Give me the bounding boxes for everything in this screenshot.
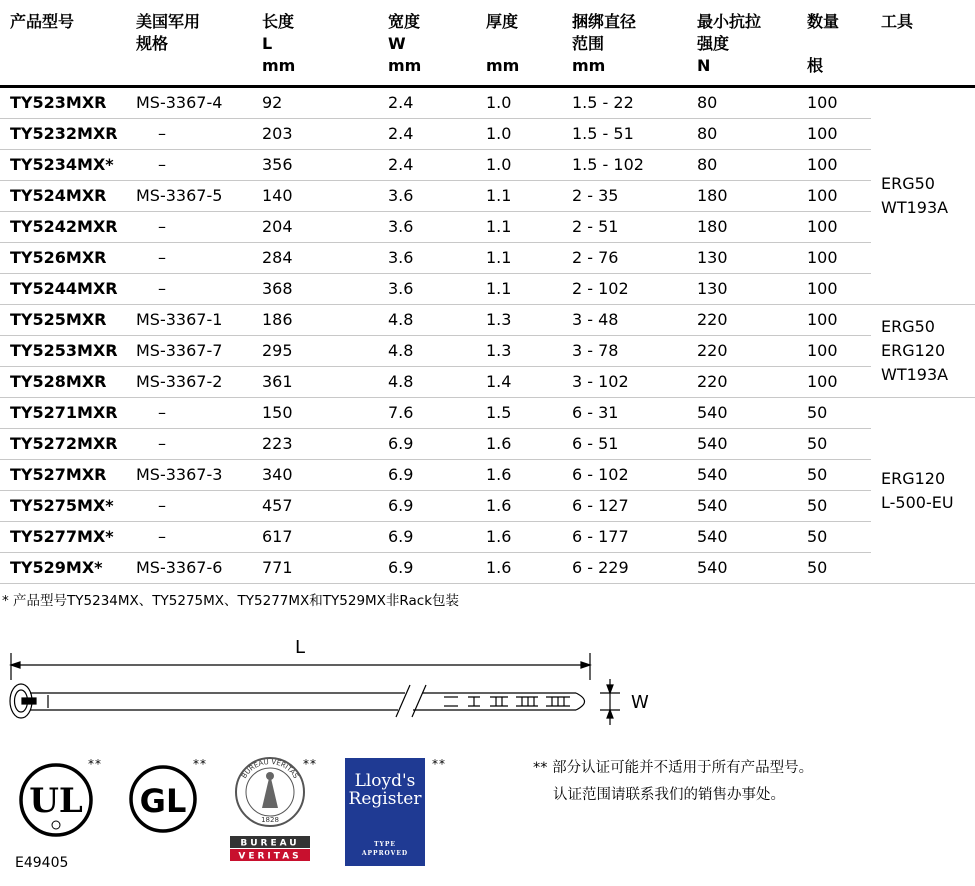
- cell-model: TY5275MX*: [0, 491, 126, 522]
- unit-model: [0, 55, 126, 87]
- cell-mil: –: [126, 522, 252, 553]
- tool-name: ERG120: [881, 468, 946, 488]
- cell-width: 6.9: [378, 553, 476, 584]
- cell-range: 2 - 102: [562, 274, 687, 305]
- cell-length: 150: [252, 398, 378, 429]
- table-row: [0, 87, 975, 119]
- header-model: 产品型号: [10, 12, 75, 31]
- cell-length: 204: [252, 212, 378, 243]
- cell-range: 2 - 76: [562, 243, 687, 274]
- cell-strength: 180: [687, 212, 797, 243]
- cell-strength: 540: [687, 522, 797, 553]
- cell-qty: 100: [797, 336, 871, 367]
- unit-tool: [871, 55, 975, 87]
- cell-length: 203: [252, 119, 378, 150]
- cell-range: 3 - 78: [562, 336, 687, 367]
- cell-mil: MS-3367-7: [126, 336, 252, 367]
- table-row: [0, 429, 975, 460]
- cell-model: TY5272MXR: [0, 429, 126, 460]
- cell-range: 6 - 102: [562, 460, 687, 491]
- cell-qty: 50: [797, 491, 871, 522]
- table-row: [0, 460, 975, 491]
- cell-model: TY526MXR: [0, 243, 126, 274]
- cell-range: 6 - 51: [562, 429, 687, 460]
- tool-name: ERG50: [881, 317, 935, 336]
- cell-width: 7.6: [378, 398, 476, 429]
- tool-name: ERG50: [881, 174, 935, 193]
- cell-strength: 180: [687, 181, 797, 212]
- cell-model: TY528MXR: [0, 367, 126, 398]
- cell-mil: –: [126, 429, 252, 460]
- table-row: [0, 181, 975, 212]
- cell-tool-group: [871, 398, 975, 584]
- table-row: [0, 119, 975, 150]
- cell-mil: –: [126, 274, 252, 305]
- cell-qty: 100: [797, 367, 871, 398]
- lloyds-line-1: Lloyd's: [354, 771, 416, 791]
- cell-tool-group: [871, 305, 975, 398]
- cell-thickness: 1.1: [476, 274, 562, 305]
- cell-mil: MS-3367-4: [126, 87, 252, 119]
- cell-length: 92: [252, 87, 378, 119]
- cell-thickness: 1.6: [476, 460, 562, 491]
- cell-model: TY524MXR: [0, 181, 126, 212]
- cell-mil: MS-3367-6: [126, 553, 252, 584]
- cell-thickness: 1.1: [476, 243, 562, 274]
- cell-width: 3.6: [378, 212, 476, 243]
- cell-qty: 50: [797, 522, 871, 553]
- cell-thickness: 1.6: [476, 522, 562, 553]
- unit-strength: N: [697, 56, 711, 75]
- gl-logo-text: GL: [139, 782, 187, 820]
- cell-strength: 540: [687, 491, 797, 522]
- cell-strength: 220: [687, 305, 797, 336]
- cell-model: TY5277MX*: [0, 522, 126, 553]
- cell-range: 6 - 127: [562, 491, 687, 522]
- table-row: [0, 491, 975, 522]
- cell-qty: 100: [797, 243, 871, 274]
- unit-range: mm: [572, 56, 606, 75]
- cell-qty: 50: [797, 460, 871, 491]
- tool-name: WT193A: [881, 365, 949, 384]
- ul-logo: [18, 762, 94, 838]
- cell-length: 771: [252, 553, 378, 584]
- cell-thickness: 1.0: [476, 119, 562, 150]
- cell-thickness: 1.6: [476, 429, 562, 460]
- ul-file-number: E49405: [15, 855, 69, 871]
- cell-qty: 100: [797, 212, 871, 243]
- tool-name: L-500-EU: [881, 492, 954, 512]
- gl-stars: **: [193, 757, 207, 771]
- cell-strength: 130: [687, 274, 797, 305]
- cell-range: 6 - 31: [562, 398, 687, 429]
- bv-label-2: VERITAS: [238, 851, 302, 862]
- unit-length: mm: [262, 56, 296, 75]
- cell-mil: –: [126, 491, 252, 522]
- cell-mil: –: [126, 150, 252, 181]
- cell-width: 3.6: [378, 243, 476, 274]
- cell-range: 6 - 177: [562, 522, 687, 553]
- cell-strength: 80: [687, 119, 797, 150]
- cell-model: TY5242MXR: [0, 212, 126, 243]
- cell-length: 295: [252, 336, 378, 367]
- cell-thickness: 1.4: [476, 367, 562, 398]
- cell-mil: MS-3367-5: [126, 181, 252, 212]
- cell-length: 340: [252, 460, 378, 491]
- cell-mil: –: [126, 119, 252, 150]
- header-length: 长度 L: [262, 12, 295, 53]
- cell-qty: 100: [797, 87, 871, 119]
- cell-width: 2.4: [378, 87, 476, 119]
- cell-width: 6.9: [378, 460, 476, 491]
- cell-qty: 100: [797, 274, 871, 305]
- unit-thickness: mm: [486, 56, 520, 75]
- header-row: [0, 2, 975, 55]
- unit-qty: 根: [807, 56, 824, 75]
- bv-stars: **: [303, 757, 317, 771]
- cell-width: 4.8: [378, 367, 476, 398]
- cell-width: 3.6: [378, 181, 476, 212]
- lloyds-stars: **: [432, 757, 446, 771]
- cell-range: 3 - 48: [562, 305, 687, 336]
- cell-qty: 50: [797, 553, 871, 584]
- cell-mil: MS-3367-2: [126, 367, 252, 398]
- cell-model: TY527MXR: [0, 460, 126, 491]
- lloyds-line-2: Register: [348, 789, 422, 809]
- cell-range: 1.5 - 102: [562, 150, 687, 181]
- cell-thickness: 1.6: [476, 553, 562, 584]
- footnote: * 产品型号TY5234MX、TY5275MX、TY5277MX和TY529MX非Rack包装: [2, 593, 460, 609]
- cell-length: 140: [252, 181, 378, 212]
- ul-logo-text: UL: [29, 781, 83, 821]
- bv-year: 1828: [261, 816, 279, 824]
- cell-length: 617: [252, 522, 378, 553]
- cell-model: TY5232MXR: [0, 119, 126, 150]
- cell-range: 2 - 51: [562, 212, 687, 243]
- cell-model: TY5253MXR: [0, 336, 126, 367]
- cell-strength: 80: [687, 150, 797, 181]
- cell-width: 6.9: [378, 522, 476, 553]
- unit-width: mm: [388, 56, 422, 75]
- cert-note-line-1: ** 部分认证可能并不适用于所有产品型号。: [533, 760, 814, 776]
- cell-length: 356: [252, 150, 378, 181]
- cell-thickness: 1.6: [476, 491, 562, 522]
- cell-model: TY523MXR: [0, 87, 126, 119]
- cell-qty: 50: [797, 398, 871, 429]
- cell-qty: 100: [797, 305, 871, 336]
- header-tool: 工具: [881, 12, 914, 31]
- cell-length: 186: [252, 305, 378, 336]
- unit-row: [0, 55, 975, 87]
- ul-stars: **: [88, 757, 102, 771]
- cell-width: 3.6: [378, 274, 476, 305]
- cell-thickness: 1.5: [476, 398, 562, 429]
- cell-width: 2.4: [378, 119, 476, 150]
- cell-length: 284: [252, 243, 378, 274]
- bv-label-1: BUREAU: [240, 838, 300, 849]
- cell-range: 6 - 229: [562, 553, 687, 584]
- spec-table: [0, 2, 975, 584]
- tool-name: WT193A: [881, 198, 949, 217]
- lloyds-approved: APPROVED: [361, 850, 409, 857]
- cell-length: 368: [252, 274, 378, 305]
- gl-logo: [128, 764, 198, 834]
- tool-name: ERG120: [881, 341, 946, 360]
- table-row: [0, 398, 975, 429]
- cell-thickness: 1.3: [476, 336, 562, 367]
- cell-width: 2.4: [378, 150, 476, 181]
- table-row: [0, 212, 975, 243]
- cell-strength: 540: [687, 460, 797, 491]
- cell-thickness: 1.0: [476, 150, 562, 181]
- cell-strength: 540: [687, 398, 797, 429]
- lloyds-type: TYPE: [374, 841, 396, 848]
- cell-width: 6.9: [378, 491, 476, 522]
- cert-note-line-2: 认证范围请联系我们的销售办事处。: [553, 787, 785, 803]
- header-thickness: 厚度: [486, 12, 519, 31]
- header-width: 宽度 W: [388, 12, 421, 53]
- cell-mil: –: [126, 243, 252, 274]
- cell-strength: 220: [687, 367, 797, 398]
- table-row: [0, 150, 975, 181]
- cell-length: 223: [252, 429, 378, 460]
- cell-mil: –: [126, 212, 252, 243]
- cell-range: 3 - 102: [562, 367, 687, 398]
- cell-thickness: 1.0: [476, 87, 562, 119]
- table-row: [0, 336, 975, 367]
- cell-model: TY5271MXR: [0, 398, 126, 429]
- header-mil: 美国军用 规格: [136, 12, 201, 53]
- cell-strength: 220: [687, 336, 797, 367]
- width-label: W: [631, 692, 649, 713]
- cable-tie-diagram: [8, 633, 658, 728]
- cell-tool-group: [871, 87, 975, 305]
- cell-range: 1.5 - 51: [562, 119, 687, 150]
- cell-thickness: 1.3: [476, 305, 562, 336]
- cell-model: TY529MX*: [0, 553, 126, 584]
- certification-note: [533, 755, 813, 809]
- cell-length: 457: [252, 491, 378, 522]
- table-row: [0, 522, 975, 553]
- cell-mil: –: [126, 398, 252, 429]
- length-label: L: [295, 637, 306, 658]
- cell-qty: 50: [797, 429, 871, 460]
- cell-strength: 540: [687, 429, 797, 460]
- bureau-veritas-logo: [228, 752, 312, 864]
- unit-mil: [126, 55, 252, 87]
- cell-mil: MS-3367-1: [126, 305, 252, 336]
- cell-range: 1.5 - 22: [562, 87, 687, 119]
- cell-thickness: 1.1: [476, 181, 562, 212]
- lloyds-register-logo: [345, 758, 425, 866]
- cell-qty: 100: [797, 150, 871, 181]
- cell-width: 4.8: [378, 305, 476, 336]
- cell-model: TY5234MX*: [0, 150, 126, 181]
- header-range: 捆绑直径 范围: [572, 12, 637, 53]
- cell-mil: MS-3367-3: [126, 460, 252, 491]
- header-qty: 数量: [807, 12, 840, 31]
- cell-length: 361: [252, 367, 378, 398]
- table-row: [0, 367, 975, 398]
- cell-width: 4.8: [378, 336, 476, 367]
- table-row: [0, 553, 975, 584]
- cell-thickness: 1.1: [476, 212, 562, 243]
- bv-ring-text: BUREAU VERITAS: [240, 757, 300, 780]
- cell-strength: 80: [687, 87, 797, 119]
- cell-qty: 100: [797, 119, 871, 150]
- table-row: [0, 305, 975, 336]
- header-strength: 最小抗拉 强度: [697, 12, 762, 53]
- cell-model: TY525MXR: [0, 305, 126, 336]
- cell-width: 6.9: [378, 429, 476, 460]
- cell-strength: 130: [687, 243, 797, 274]
- table-row: [0, 274, 975, 305]
- spec-table-body: [0, 87, 975, 584]
- cell-model: TY5244MXR: [0, 274, 126, 305]
- cell-strength: 540: [687, 553, 797, 584]
- cell-range: 2 - 35: [562, 181, 687, 212]
- cell-qty: 100: [797, 181, 871, 212]
- table-row: [0, 243, 975, 274]
